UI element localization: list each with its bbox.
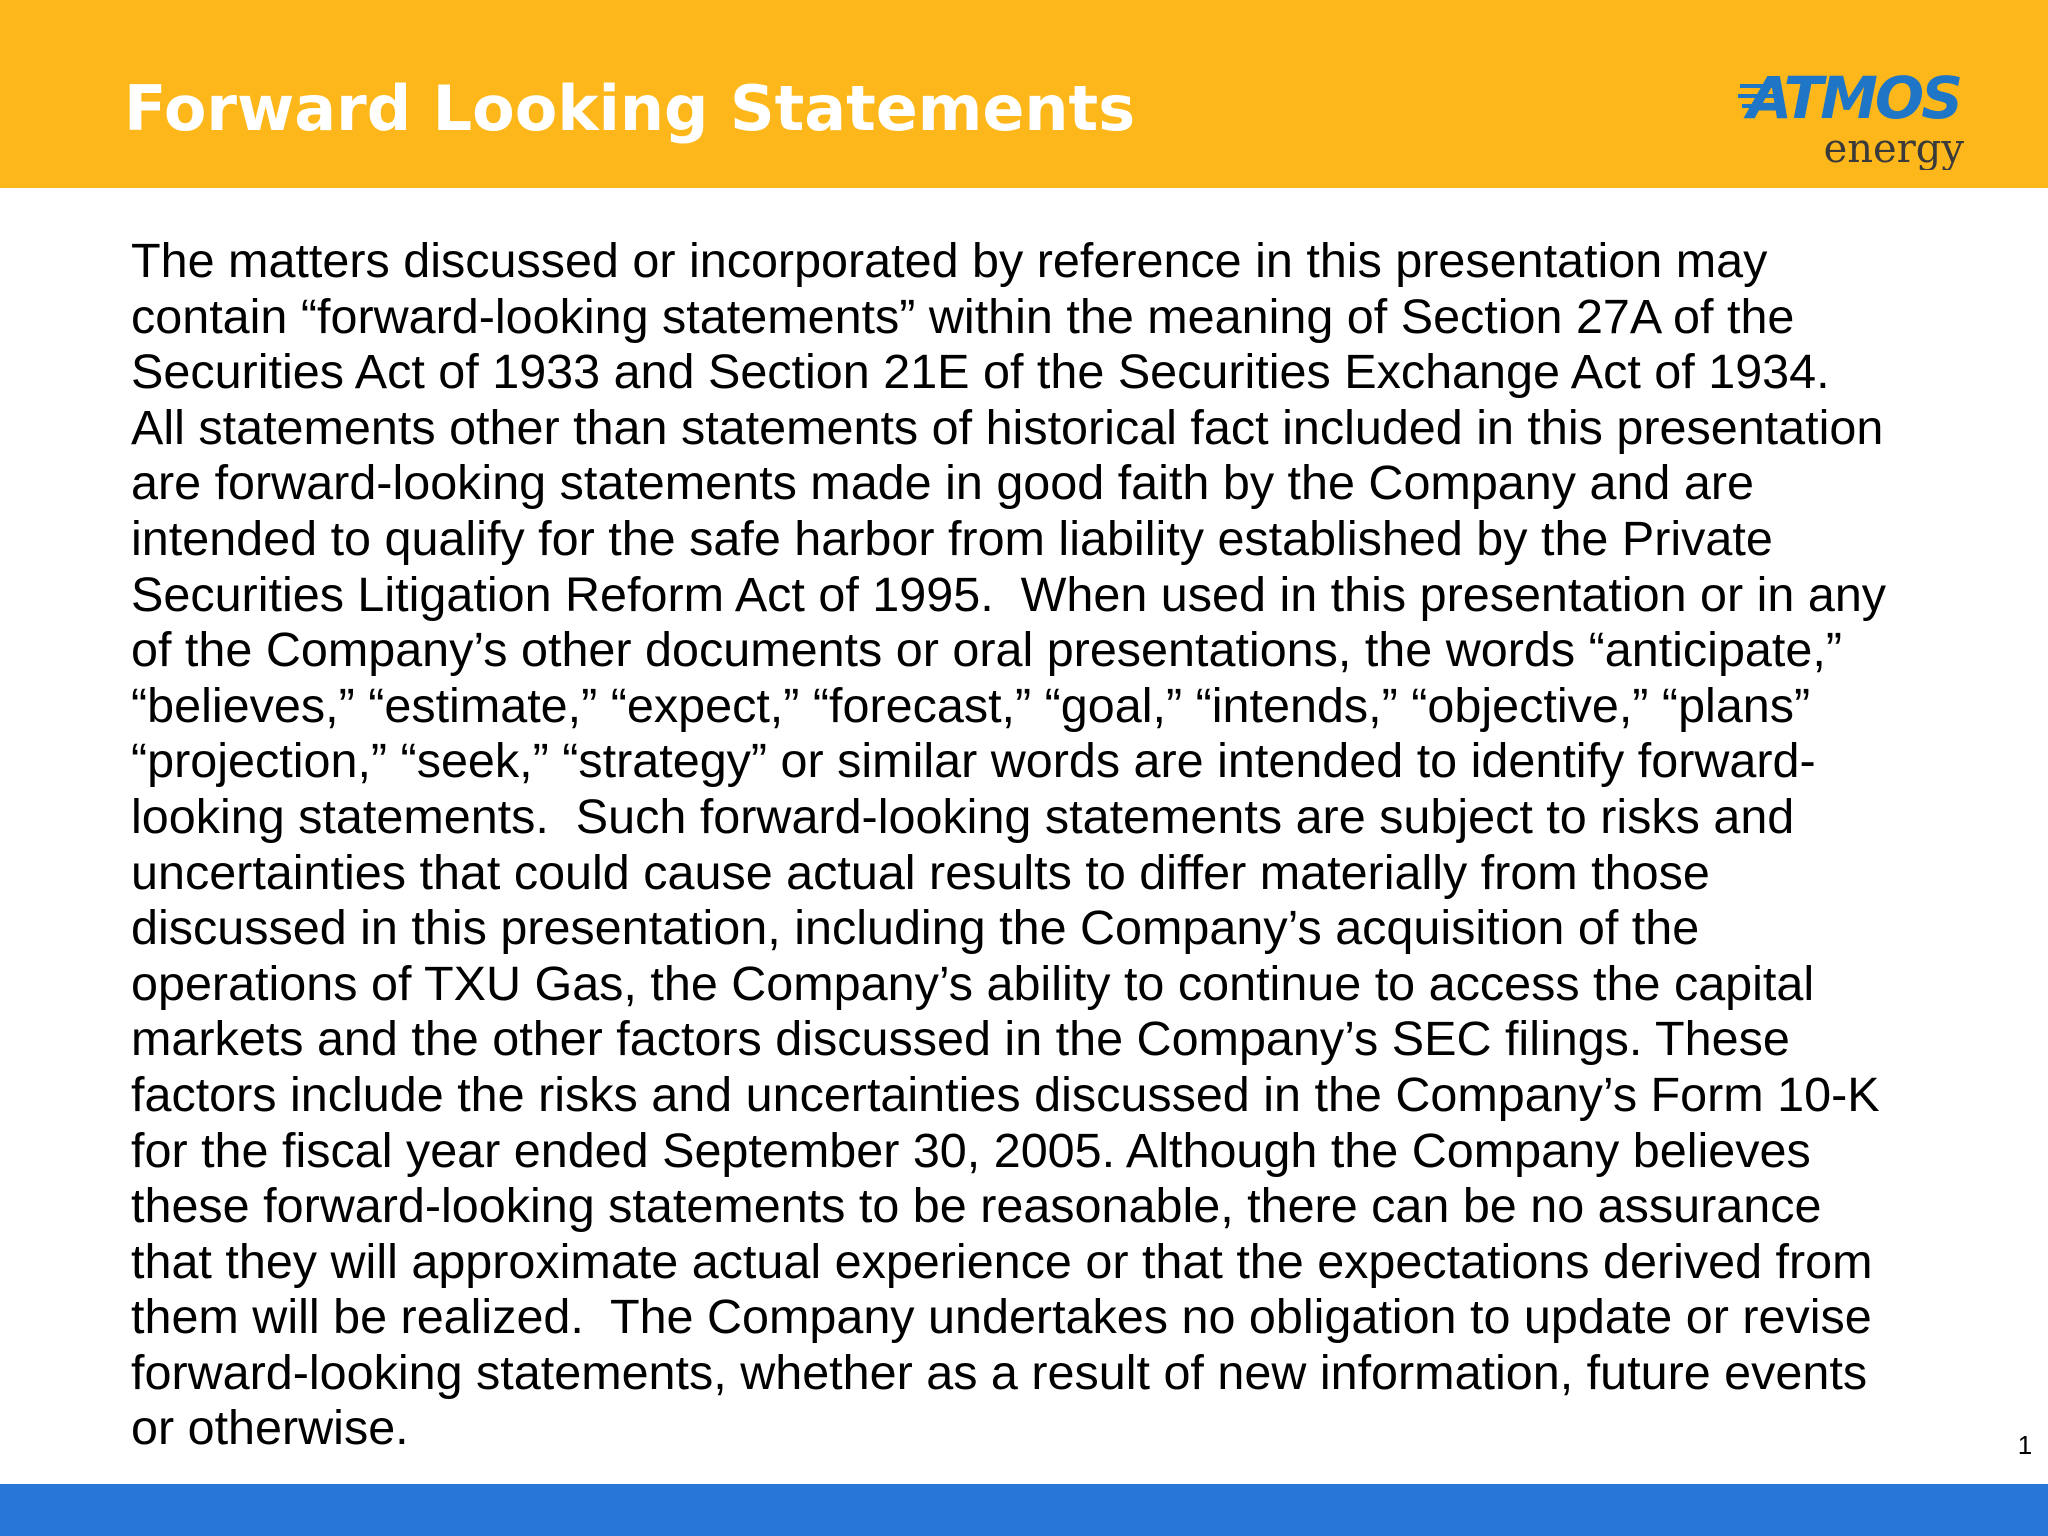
disclaimer-line: Securities Litigation Reform Act of 1995. When used in this presentation or in any bbox=[131, 567, 1887, 622]
disclaimer-line: “believes,” “estimate,” “expect,” “forecast,” “goal,” “intends,” “objective,” “plans” bbox=[131, 678, 1811, 733]
disclaimer-line: uncertainties that could cause actual results to differ materially from those bbox=[131, 845, 1710, 900]
disclaimer-line: forward-looking statements, whether as a result of new information, future events bbox=[131, 1345, 1868, 1400]
forward-looking-disclaimer bbox=[131, 234, 2011, 1457]
disclaimer-line: of the Company’s other documents or oral presentations, the words “anticipate,” bbox=[131, 623, 1842, 678]
disclaimer-line: The matters discussed or incorporated by reference in this presentation may bbox=[131, 234, 1768, 288]
disclaimer-line: for the fiscal year ended September 30, 2005. Although the Company believes bbox=[131, 1123, 1811, 1178]
disclaimer-line: All statements other than statements of historical fact included in this presentation bbox=[131, 400, 1884, 455]
disclaimer-line: factors include the risks and uncertainties discussed in the Company’s Form 10-K bbox=[131, 1067, 1880, 1122]
disclaimer-line: discussed in this presentation, including the Company’s acquisition of the bbox=[131, 901, 1700, 956]
disclaimer-line: operations of TXU Gas, the Company’s ability to continue to access the capital bbox=[131, 956, 1815, 1011]
atmos-energy-logo bbox=[1738, 66, 1968, 170]
disclaimer-line: or otherwise. bbox=[131, 1401, 409, 1456]
disclaimer-line: that they will approximate actual experience or that the expectations derived from bbox=[131, 1234, 1873, 1289]
disclaimer-line: looking statements. Such forward-looking statements are subject to risks and bbox=[131, 789, 1795, 844]
disclaimer-line: these forward-looking statements to be reasonable, there can be no assurance bbox=[131, 1179, 1822, 1234]
disclaimer-line: are forward-looking statements made in good faith by the Company and are bbox=[131, 456, 1754, 511]
atmos-energy-logo-graphic bbox=[1738, 66, 1968, 170]
disclaimer-line: “projection,” “seek,” “strategy” or similar words are intended to identify forward- bbox=[131, 734, 1816, 789]
logo-wordmark: ATMOS bbox=[1747, 66, 1960, 132]
slide-title: Forward Looking Statements bbox=[124, 72, 1136, 145]
disclaimer-line: them will be realized. The Company undertakes no obligation to update or revise bbox=[131, 1290, 1872, 1345]
disclaimer-line: markets and the other factors discussed in the Company’s SEC filings. These bbox=[131, 1012, 1790, 1067]
logo-subtitle: energy bbox=[1823, 126, 1964, 170]
disclaimer-line: contain “forward-looking statements” within the meaning of Section 27A of the bbox=[131, 289, 1795, 344]
page-number: 1 bbox=[2017, 1430, 2033, 1460]
footer-band bbox=[0, 1484, 2048, 1536]
disclaimer-line: Securities Act of 1933 and Section 21E of the Securities Exchange Act of 1934. bbox=[131, 345, 1830, 400]
disclaimer-line: intended to qualify for the safe harbor from liability established by the Private bbox=[131, 511, 1773, 566]
